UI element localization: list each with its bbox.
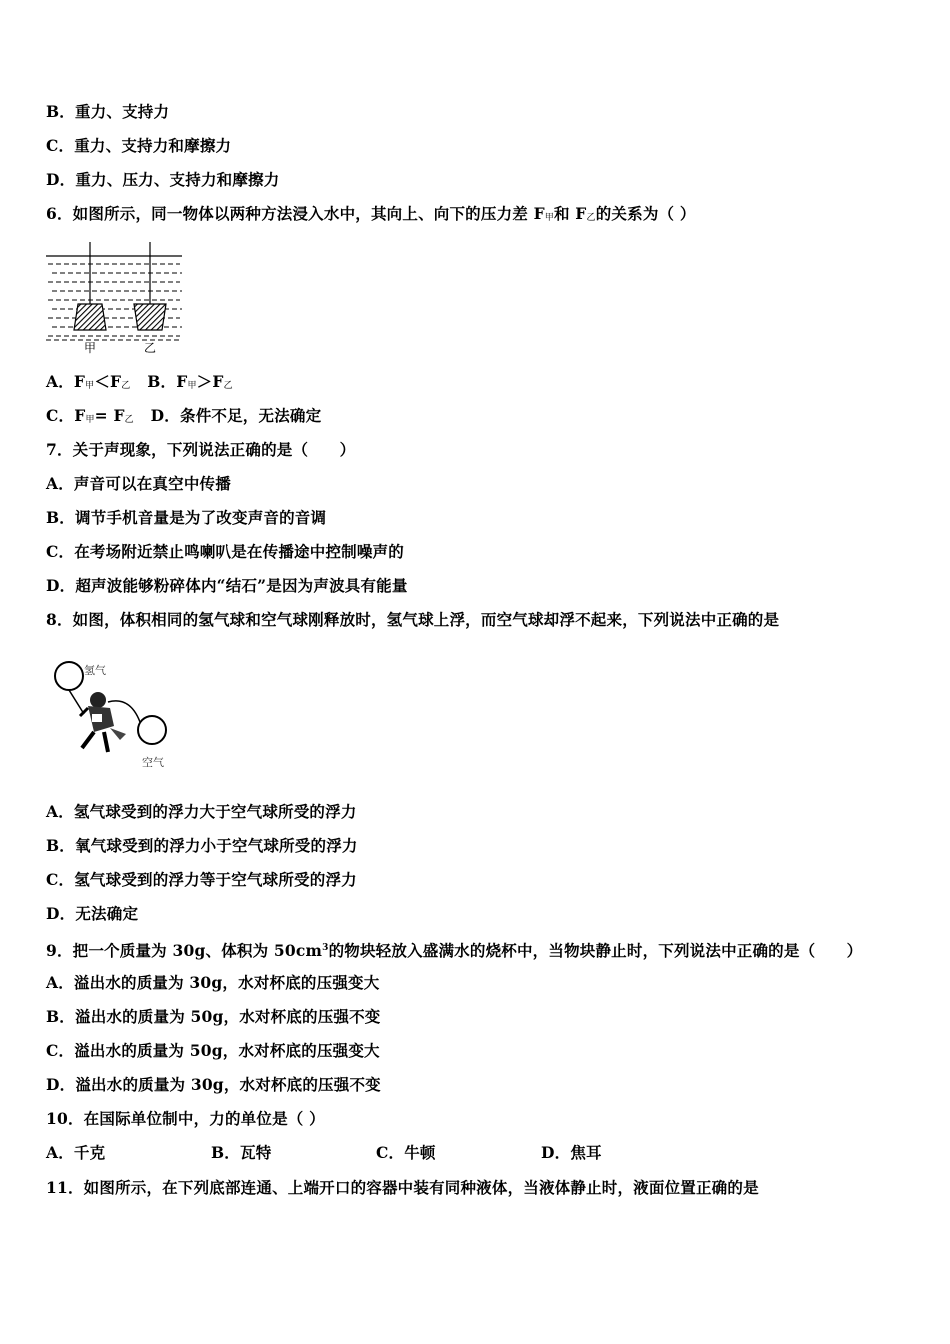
child-head [90, 692, 106, 708]
q6-options-ab: A．F甲＜F乙 B．F甲＞F乙 [46, 372, 233, 391]
label-air: 空气 [142, 756, 164, 769]
child-legs [82, 732, 108, 752]
q8-option-d: D．无法确定 [46, 904, 139, 923]
q10-option-b: B．瓦特 [211, 1143, 272, 1162]
q9-option-b: B．溢出水的质量为 50g，水对杯底的压强不变 [46, 1007, 381, 1026]
block-yi [134, 304, 166, 330]
label-yi: 乙 [144, 341, 157, 355]
hydrogen-balloon [55, 662, 83, 690]
label-hydrogen: 氢气 [84, 664, 106, 677]
q10-option-a: A．千克 [46, 1143, 106, 1162]
q8-option-b: B．氧气球受到的浮力小于空气球所受的浮力 [46, 836, 358, 855]
q7-option-a: A．声音可以在真空中传播 [46, 474, 231, 493]
q6-stem: 6．如图所示，同一物体以两种方法浸入水中，其向上、向下的压力差 F甲和 F乙的关系为（ ） [46, 204, 696, 223]
air-balloon [138, 716, 166, 744]
q6-figure [46, 242, 186, 356]
q8-stem: 8．如图，体积相同的氢气球和空气球刚释放时，氢气球上浮，而空气球却浮不起来，下列说法中正确的是 [46, 610, 780, 629]
q11-stem: 11．如图所示，在下列底部连通、上端开口的容器中装有同种液体，当液体静止时，液面位置正确的是 [46, 1178, 759, 1197]
label-jia: 甲 [84, 341, 97, 355]
q6-options-cd: C．F甲= F乙 D．条件不足，无法确定 [46, 406, 322, 425]
q9-stem: 9．把一个质量为 30g、体积为 $50cm^3$的物块轻放入盛满水的烧杯中，当物块静止时，下列说法中正确的是（ ） [46, 941, 863, 961]
q9-option-d: D．溢出水的质量为 30g，水对杯底的压强不变 [46, 1075, 381, 1094]
q5-option-c: C．重力、支持力和摩擦力 [46, 136, 232, 155]
q10-options [46, 1143, 602, 1163]
q7-option-d: D．超声波能够粉碎体内“结石”是因为声波具有能量 [46, 576, 408, 595]
q7-option-b: B．调节手机音量是为了改变声音的音调 [46, 508, 327, 527]
q10-stem: 10．在国际单位制中，力的单位是（ ） [46, 1109, 325, 1128]
q10-option-d: D．焦耳 [541, 1143, 602, 1162]
q7-stem: 7．关于声现象，下列说法正确的是（ ） [46, 440, 356, 459]
q5-option-b: B．重力、支持力 [46, 102, 170, 121]
q8-option-c: C．氢气球受到的浮力等于空气球所受的浮力 [46, 870, 357, 889]
q8-figure [50, 656, 180, 774]
block-jia [74, 304, 106, 330]
q10-option-c: C．牛顿 [376, 1143, 436, 1162]
q9-option-c: C．溢出水的质量为 50g，水对杯底的压强变大 [46, 1041, 380, 1060]
q5-option-d: D．重力、压力、支持力和摩擦力 [46, 170, 280, 189]
q8-option-a: A．氢气球受到的浮力大于空气球所受的浮力 [46, 802, 357, 821]
q9-option-a: A．溢出水的质量为 30g，水对杯底的压强变大 [46, 973, 380, 992]
q7-option-c: C．在考场附近禁止鸣喇叭是在传播途中控制噪声的 [46, 542, 404, 561]
